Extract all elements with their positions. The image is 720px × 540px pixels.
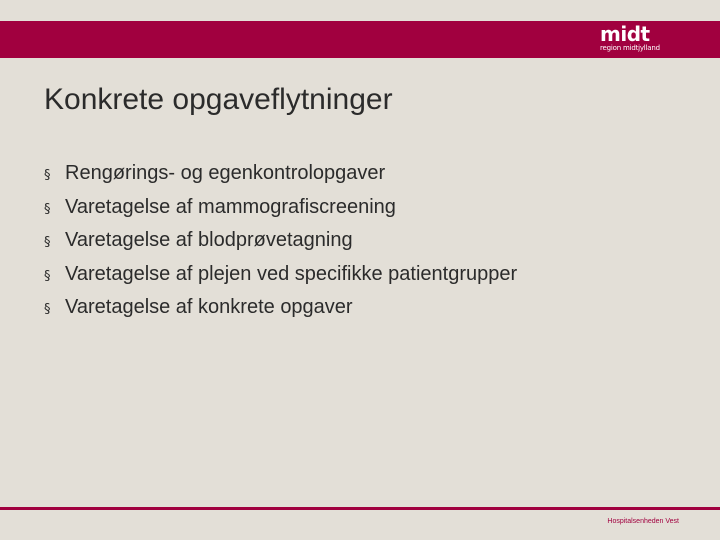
bullet-text: Rengørings- og egenkontrolopgaver [65, 162, 386, 184]
header-band [0, 21, 720, 58]
bullet-list [44, 157, 517, 325]
bullet-item [44, 224, 517, 258]
bullet-item [44, 191, 517, 225]
bullet-item [44, 258, 517, 292]
bullet-item [44, 291, 517, 325]
slide-title: Konkrete opgaveflytninger [44, 83, 393, 116]
bullet-marker-icon: § [44, 268, 51, 284]
bullet-marker-icon: § [44, 168, 51, 183]
bullet-text: Varetagelse af plejen ved specifikke patientgrupper [65, 262, 518, 285]
bullet-marker-icon: § [44, 235, 51, 250]
bullet-marker-icon: § [44, 302, 51, 317]
footer-hospital-name: Hospitalsenheden Vest [607, 518, 679, 525]
bullet-item [44, 157, 517, 191]
bullet-marker-icon: § [44, 201, 51, 217]
footer-divider [0, 507, 720, 510]
region-midtjylland-logo [600, 24, 662, 53]
bullet-text: Varetagelse af mammografiscreening [65, 195, 396, 218]
bullet-text: Varetagelse af konkrete opgaver [65, 296, 353, 318]
logo-subtitle: region midtjylland [600, 44, 660, 52]
logo-wordmark: midt [600, 22, 650, 46]
bullet-text: Varetagelse af blodprøvetagning [65, 229, 353, 251]
